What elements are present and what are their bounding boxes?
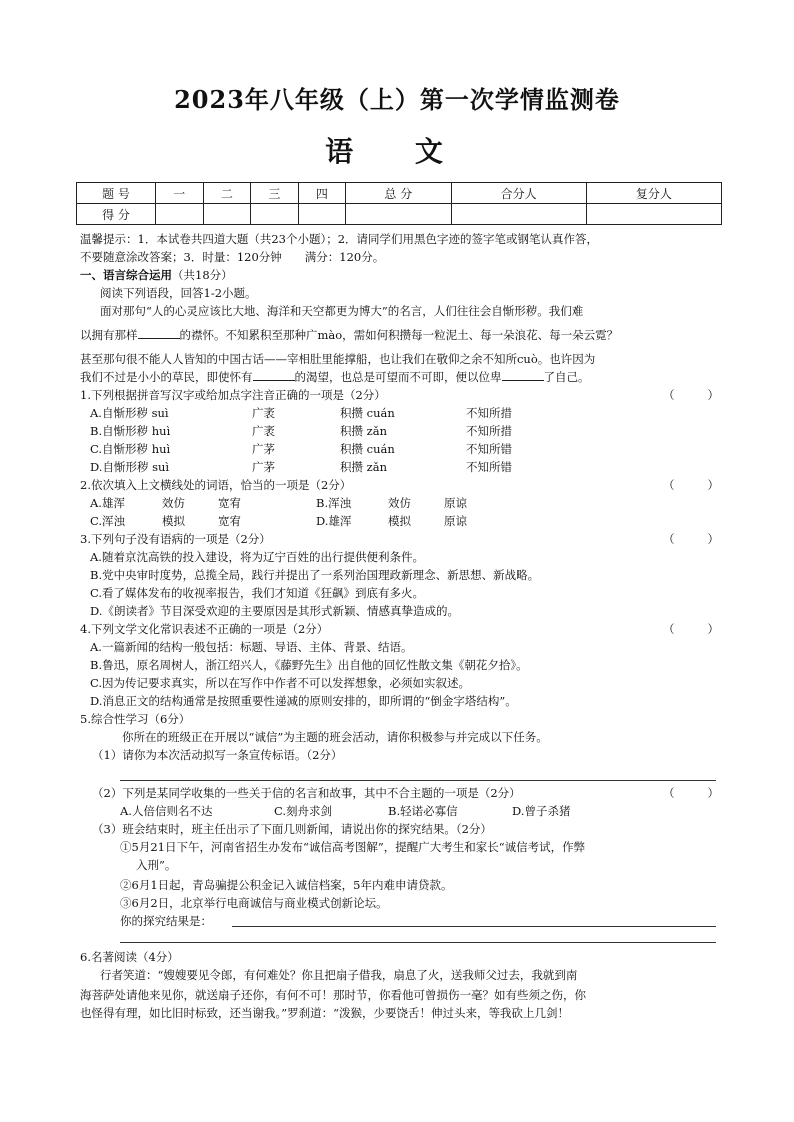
q1-option-term: 广袤 [252, 424, 275, 438]
score-cell: 题 号 [77, 183, 156, 204]
passage-line [80, 326, 720, 344]
score-entry-cell[interactable] [298, 204, 346, 225]
score-cell: 复分人 [586, 183, 721, 204]
q3-option[interactable]: A.随着京沈高铁的投入建设，将为辽宁百姓的出行提供便利条件。 [90, 550, 424, 564]
q2-option-term: 模拟 [388, 514, 411, 528]
subject-title: 语 文 [325, 135, 469, 168]
q1-option[interactable]: D.自惭形秽 suì [90, 460, 170, 474]
score-table [76, 182, 722, 225]
score-entry-cell[interactable] [203, 204, 251, 225]
paren-open: （ [663, 388, 675, 402]
q3-option[interactable]: B.党中央审时度势，总揽全局，践行并提出了一系列治国理政新理念、新思想、新战略。 [90, 568, 540, 582]
q2-option-term: 模拟 [162, 514, 185, 528]
question-6-stem: 6.名著阅读（4分） [80, 950, 179, 964]
q4-option[interactable]: B.鲁迅，原名周树人，浙江绍兴人，《藤野先生》出自他的回忆性散文集《朝花夕拾》。 [90, 658, 528, 672]
fill-blank[interactable] [138, 326, 180, 339]
q1-option[interactable]: B.自惭形秽 huì [90, 424, 171, 438]
answer-paren[interactable] [663, 386, 719, 404]
paren-close: ） [707, 786, 719, 800]
q1-option-term: 积攒 cuán [340, 442, 395, 456]
passage-line [80, 368, 720, 386]
passage-line: 甚至那句很不能人人皆知的中国古话——宰相肚里能撑船，也让我们在敬仰之余不知所cuò。也许因为 [80, 352, 596, 366]
reading-intro: 阅读下列语段，回答1-2小题。 [100, 286, 257, 300]
fill-blank[interactable] [502, 368, 544, 381]
q1-option-term: 积攒 zǎn [340, 460, 387, 474]
answer-line[interactable] [120, 942, 716, 943]
q1-option-term: 不知所错 [466, 442, 512, 456]
notice-line: 不要随意涂改答案；3．时量：120分钟 满分：120分。 [80, 250, 385, 264]
q5-sub3: （3）班会结束时，班主任出示了下面几则新闻，请说出你的探究结果。（2分） [92, 822, 492, 836]
q1-option-term: 积攒 zǎn [340, 424, 387, 438]
question-2-stem: 2.依次填入上文横线处的词语，恰当的一项是（2分） [80, 478, 352, 492]
q6-passage-line: 也怪得有理，如比旧时标致，还当谢我。”罗刹道：“泼猴，少要饶舌！伸过头来，等我砍上几剑！ [80, 1006, 570, 1020]
q2-option[interactable]: B.浑浊 [316, 496, 352, 510]
q1-option-term: 广茅 [252, 460, 275, 474]
score-row-label: 得 分 [77, 204, 156, 225]
news-item-cont: 入刑”。 [136, 858, 177, 872]
passage-line: 面对那句“人的心灵应该比大地、海洋和天空都更为博大”的名言，人们往往会自惭形秽。我们难 [100, 304, 584, 318]
q2-option-term: 原谅 [444, 496, 467, 510]
q4-option[interactable]: C.因为传记要求真实，所以在写作中作者不可以发挥想象，必须如实叙述。 [90, 676, 471, 690]
news-item: ③6月2日，北京举行电商诚信与商业模式创新论坛。 [120, 896, 388, 910]
score-table-score-row [77, 204, 722, 225]
score-entry-cell[interactable] [156, 204, 204, 225]
q5-result-label: 你的探究结果是： [120, 914, 212, 928]
q2-option[interactable]: A.雄浑 [90, 496, 125, 510]
exam-title: 2023年八年级（上）第一次学情监测卷 [174, 85, 620, 114]
score-cell: 合分人 [451, 183, 586, 204]
news-item: ②6月1日起，青岛骗提公积金记入诚信档案，5年内难申请贷款。 [120, 878, 453, 892]
answer-line[interactable] [120, 780, 716, 781]
notice-line: 温馨提示：1．本试卷共四道大题（共23个小题）；2．请同学们用黑色字迹的签字笔或钢笔认真作答， [80, 232, 599, 246]
score-entry-cell[interactable] [586, 204, 721, 225]
q5-sub2: （2）下列是某同学收集的一些关于信的名言和故事，其中不合主题的一项是（2分） [92, 786, 521, 800]
passage-text: 了自己。 [543, 370, 590, 384]
score-cell: 二 [203, 183, 251, 204]
answer-line[interactable] [232, 926, 716, 927]
score-entry-cell[interactable] [346, 204, 451, 225]
q5-sub2-option[interactable]: A.人倍信则名不达 [120, 804, 213, 818]
answer-paren[interactable] [663, 476, 719, 494]
paren-open: （ [663, 532, 675, 546]
question-4-stem: 4.下列文学文化常识表述不正确的一项是（2分） [80, 622, 329, 636]
news-item: ①5月21日下午，河南省招生办发布“诚信高考图解”，提醒广大考生和家长“诚信考试，作弊 [120, 840, 586, 854]
passage-text: 的渴望，也总是可望而不可即，便以位卑 [294, 370, 502, 384]
section-points: （共18分） [172, 268, 233, 282]
q2-option-term: 宽宥 [218, 496, 241, 510]
paren-close: ） [707, 622, 719, 636]
q6-passage-line: 行者笑道：“嫂嫂要见令郎，有何难处？你且把扇子借我，扇息了火，送我师父过去，我就到南 [100, 968, 578, 982]
q5-sub2-option[interactable]: D.曾子杀猪 [512, 804, 571, 818]
section-heading [80, 266, 720, 284]
paren-open: （ [663, 478, 675, 492]
answer-paren[interactable] [663, 530, 719, 548]
paren-close: ） [707, 388, 719, 402]
q4-option[interactable]: A.一篇新闻的结构一般包括：标题、导语、主体、背景、结语。 [90, 640, 413, 654]
q2-option-term: 效仿 [162, 496, 185, 510]
paren-close: ） [707, 478, 719, 492]
q3-option[interactable]: C.看了媒体发布的收视率报告，我们才知道《狂飙》到底有多火。 [90, 586, 425, 600]
q5-sub1: （1）请你为本次活动拟写一条宣传标语。（2分） [92, 748, 343, 762]
q3-option[interactable]: D.《朗读者》节目深受欢迎的主要原因是其形式新颖、情感真挚造成的。 [90, 604, 459, 618]
q1-option-term: 不知所措 [466, 424, 512, 438]
question-1-stem: 1.下列根据拼音写汉字或给加点字注音正确的一项是（2分） [80, 388, 386, 402]
passage-text: 的襟怀。不知累积至那种广mào，需如何积攒每一粒泥土、每一朵浪花、每一朵云霓？ [179, 328, 619, 342]
score-entry-cell[interactable] [251, 204, 299, 225]
fill-blank[interactable] [253, 368, 295, 381]
answer-paren[interactable] [663, 784, 719, 802]
answer-paren[interactable] [663, 620, 719, 638]
q1-option[interactable]: C.自惭形秽 huì [90, 442, 171, 456]
q1-option[interactable]: A.自惭形秽 suì [90, 406, 169, 420]
q1-option-term: 不知所错 [466, 460, 512, 474]
score-cell: 一 [156, 183, 204, 204]
q1-option-term: 不知所措 [466, 406, 512, 420]
question-3-stem: 3.下列句子没有语病的一项是（2分） [80, 532, 271, 546]
q2-option-term: 原谅 [444, 514, 467, 528]
score-table-header-row [77, 183, 722, 204]
q5-intro: 你所在的班级正在开展以“诚信”为主题的班会活动，请你积极参与并完成以下任务。 [122, 730, 548, 744]
q4-option[interactable]: D.消息正文的结构通常是按照重要性递减的原则安排的，即所谓的“倒金字塔结构”。 [90, 694, 517, 708]
q2-option[interactable]: C.浑浊 [90, 514, 126, 528]
score-cell: 四 [298, 183, 346, 204]
q5-sub2-option[interactable]: B.轻诺必寡信 [388, 804, 458, 818]
q2-option[interactable]: D.雄浑 [316, 514, 352, 528]
paren-open: （ [663, 622, 675, 636]
q1-option-term: 广袤 [252, 406, 275, 420]
q2-option-term: 宽宥 [218, 514, 241, 528]
paren-close: ） [707, 532, 719, 546]
q2-option-term: 效仿 [388, 496, 411, 510]
passage-text: 以拥有那样 [80, 328, 138, 342]
section-title: 一、语言综合运用 [80, 268, 172, 282]
q1-option-term: 积攒 cuán [340, 406, 395, 420]
paren-open: （ [663, 786, 675, 800]
q5-sub2-option[interactable]: C.刻舟求剑 [274, 804, 333, 818]
question-5-stem: 5.综合性学习（6分） [80, 712, 191, 726]
q1-option-term: 广茅 [252, 442, 275, 456]
score-cell: 总 分 [346, 183, 451, 204]
score-entry-cell[interactable] [451, 204, 586, 225]
score-cell: 三 [251, 183, 299, 204]
passage-text: 我们不过是小小的草民，即使怀有 [80, 370, 253, 384]
q6-passage-line: 海菩萨处请他来见你，就送扇子还你，有何不可！那时节，你看他可曾损伤一毫？如有些须之伤，你 [80, 988, 586, 1002]
